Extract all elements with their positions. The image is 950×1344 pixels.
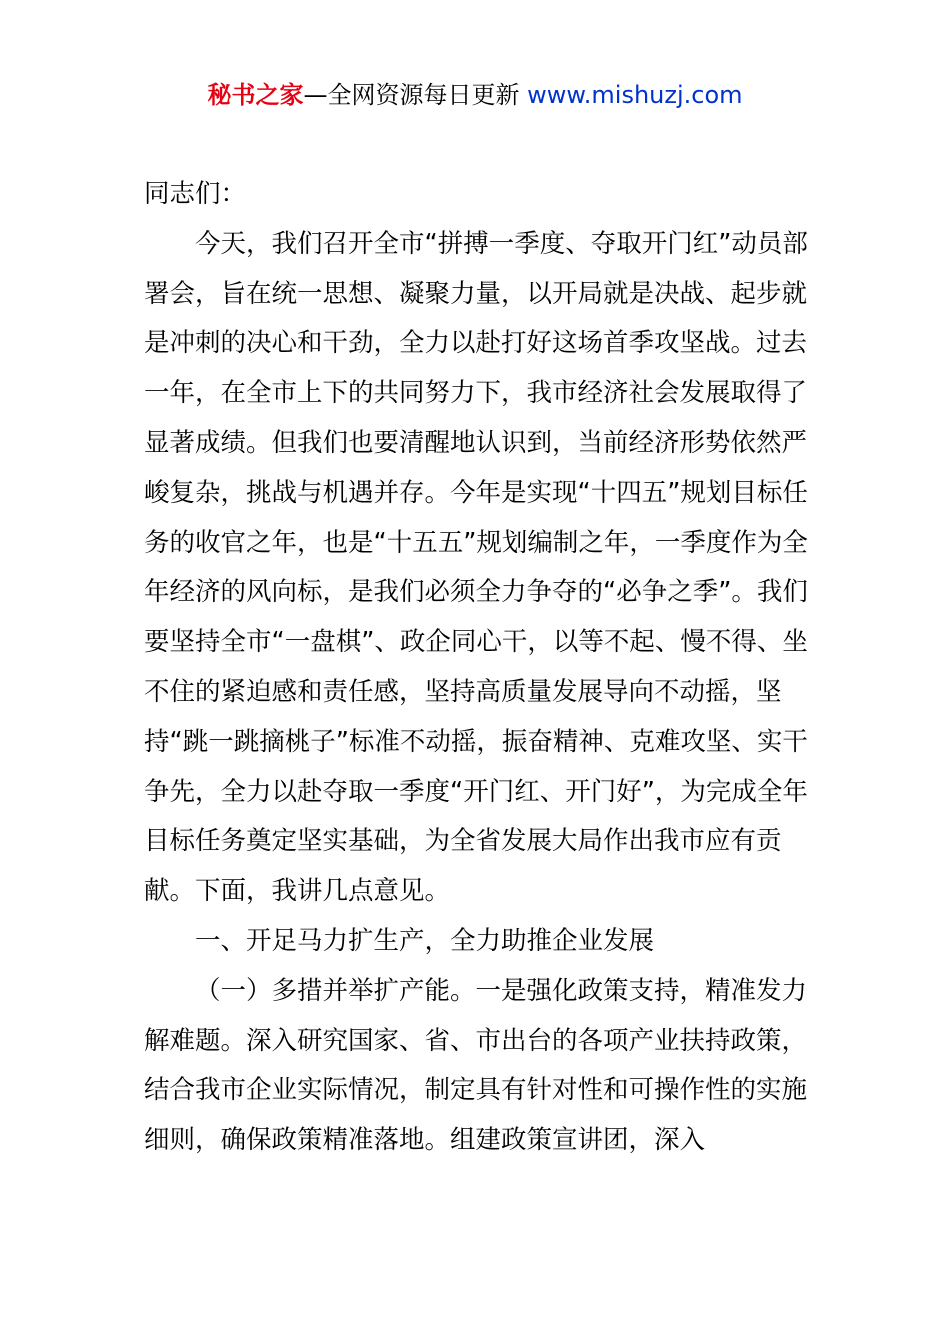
opening-paragraph: 今天，我们召开全市“拼搏一季度、夺取开门红”动员部署会，旨在统一思想、凝聚力量，以开局就是决战、起步就是冲刺的决心和干劲，全力以赴打好这场首季攻坚战。过去一年，在全市上下的共同努力下，我市经济社会发展取得了显著成绩。但我们也要清醒地认识到，当前经济形势依然严峻复杂，挑战与机遇并存。今年是实现“十四五”规划目标任务的收官之年，也是“十五五”规划编制之年，一季度作为全年经济的风向标，是我们必须全力争夺的“必争之季”。我们要坚持全市“一盘棋”、政企同心干，以等不起、慢不得、坐不住的紧迫感和责任感，坚持高质量发展导向不动摇，坚持“跳一跳摘桃子”标准不动摇，振奋精神、克难攻坚、实干争先，全力以赴夺取一季度“开门红、开门好”，为完成全年目标任务奠定坚实基础，为全省发展大局作出我市应有贡献。下面，我讲几点意见。 [144,228,808,907]
brand-name: 秘书之家 [207,81,304,109]
section-heading: 一、开足马力扩生产，全力助推企业发展 [195,925,655,956]
body-paragraph: （一）多措并举扩产能。一是强化政策支持，精准发力解难题。深入研究国家、省、市出台的各项产业扶持政策，结合我市企业实际情况，制定具有针对性和可操作性的实施细则，确保政策精准落地。组建政策宣讲团，深入 [144,975,808,1156]
page-header [0,78,950,112]
header-tagline: —全网资源每日更新 [303,81,528,109]
website-link[interactable]: www.mishuzj.com [527,81,743,109]
document-body [144,170,808,1166]
salutation: 同志们： [144,179,247,209]
